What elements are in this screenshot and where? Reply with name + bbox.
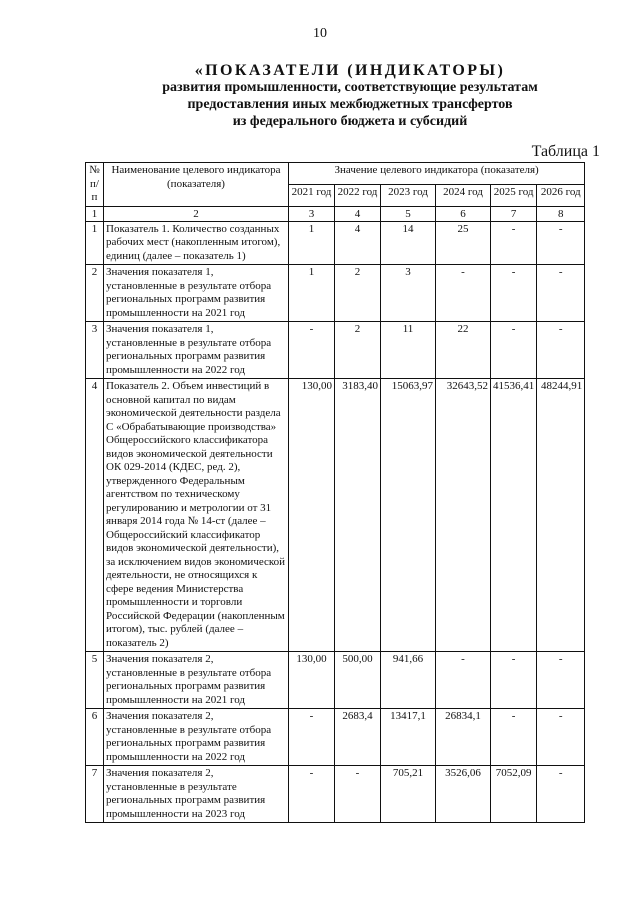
row-value: 1 xyxy=(289,221,335,265)
row-value: 22 xyxy=(436,322,491,379)
header-row xyxy=(86,163,585,185)
row-value: - xyxy=(335,766,381,823)
header-name: Наименование целевого индикатора (показателя) xyxy=(104,163,289,207)
column-number: 1 xyxy=(86,206,104,221)
row-value: - xyxy=(289,709,335,766)
row-value: 13417,1 xyxy=(381,709,436,766)
row-num: 2 xyxy=(86,265,104,322)
row-value: 15063,97 xyxy=(381,379,436,652)
table-caption: Таблица 1 xyxy=(531,143,600,160)
row-value: - xyxy=(436,265,491,322)
row-value: 130,00 xyxy=(289,379,335,652)
row-value: 2 xyxy=(335,265,381,322)
title-line-3: предоставления иных межбюджетных трансфертов xyxy=(187,97,513,112)
title-main: «ПОКАЗАТЕЛИ (ИНДИКАТОРЫ) xyxy=(194,62,506,79)
title-line-2: развития промышленности, соответствующие результатам xyxy=(162,80,538,95)
row-value: 32643,52 xyxy=(436,379,491,652)
header-year: 2021 год xyxy=(289,184,335,206)
row-value: - xyxy=(289,766,335,823)
row-num: 7 xyxy=(86,766,104,823)
row-value: - xyxy=(491,709,537,766)
row-num: 6 xyxy=(86,709,104,766)
row-num: 4 xyxy=(86,379,104,652)
row-value: 11 xyxy=(381,322,436,379)
row-value: 1 xyxy=(289,265,335,322)
row-value: 7052,09 xyxy=(491,766,537,823)
row-num: 1 xyxy=(86,221,104,265)
row-value: 48244,91 xyxy=(537,379,585,652)
row-value: - xyxy=(491,652,537,709)
row-value: 3 xyxy=(381,265,436,322)
table-row xyxy=(86,709,585,766)
table-row xyxy=(86,322,585,379)
page-number: 10 xyxy=(313,26,327,41)
row-name: Показатель 2. Объем инвестиций в основной капитал по видам экономической деятельности раздела С «Обрабатывающие производства» Общероссийского классификатора видов экономической деятельности ОК 029-2014 (КДЕС, ред. 2), утвержденного Федеральным агентством по техническому регулированию и метрологии от 31 января 2014 года № 14-ст (далее – Общероссийский классификатор видов экономической деятельности), за исключением видов экономической деятельности, не относящихся к сфере ведения Министерства промышленности и торговли Российской Федерации (накопленным итогом), тыс. рублей (далее – показатель 2) xyxy=(104,379,289,652)
row-value: - xyxy=(537,709,585,766)
row-name: Значения показателя 2, установленные в результате региональных программ развития промышленности на 2023 год xyxy=(104,766,289,823)
row-value: - xyxy=(491,265,537,322)
table-row xyxy=(86,766,585,823)
row-num: 5 xyxy=(86,652,104,709)
row-value: 130,00 xyxy=(289,652,335,709)
column-number: 7 xyxy=(491,206,537,221)
row-value: 3183,40 xyxy=(335,379,381,652)
row-value: - xyxy=(537,322,585,379)
header-num: № п/п xyxy=(86,163,104,207)
column-numbers-row xyxy=(86,206,585,221)
row-value: 3526,06 xyxy=(436,766,491,823)
indicators-table xyxy=(85,162,585,823)
row-value: 705,21 xyxy=(381,766,436,823)
document-title xyxy=(60,62,640,130)
header-year: 2025 год xyxy=(491,184,537,206)
header-values-group: Значение целевого индикатора (показателя) xyxy=(289,163,585,185)
header-year: 2026 год xyxy=(537,184,585,206)
row-value: - xyxy=(537,221,585,265)
header-year: 2023 год xyxy=(381,184,436,206)
row-value: 2683,4 xyxy=(335,709,381,766)
row-value: - xyxy=(289,322,335,379)
row-name: Значения показателя 1, установленные в результате отбора региональных программ развития промышленности на 2021 год xyxy=(104,265,289,322)
row-value: 4 xyxy=(335,221,381,265)
column-number: 3 xyxy=(289,206,335,221)
row-name: Показатель 1. Количество созданных рабочих мест (накопленным итогом), единиц (далее – показатель 1) xyxy=(104,221,289,265)
header-year: 2022 год xyxy=(335,184,381,206)
row-name: Значения показателя 2, установленные в результате отбора региональных программ развития промышленности на 2021 год xyxy=(104,652,289,709)
table-row xyxy=(86,265,585,322)
row-value: - xyxy=(537,265,585,322)
row-value: 2 xyxy=(335,322,381,379)
column-number: 4 xyxy=(335,206,381,221)
table-row xyxy=(86,379,585,652)
row-value: 41536,41 xyxy=(491,379,537,652)
row-value: - xyxy=(436,652,491,709)
table-row xyxy=(86,221,585,265)
row-value: - xyxy=(491,322,537,379)
row-value: 941,66 xyxy=(381,652,436,709)
column-number: 5 xyxy=(381,206,436,221)
row-name: Значения показателя 2, установленные в результате отбора региональных программ развития промышленности на 2022 год xyxy=(104,709,289,766)
row-value: 14 xyxy=(381,221,436,265)
header-year: 2024 год xyxy=(436,184,491,206)
table-row xyxy=(86,652,585,709)
row-num: 3 xyxy=(86,322,104,379)
row-value: 500,00 xyxy=(335,652,381,709)
column-number: 8 xyxy=(537,206,585,221)
row-value: 25 xyxy=(436,221,491,265)
row-value: - xyxy=(537,766,585,823)
column-number: 2 xyxy=(104,206,289,221)
row-name: Значения показателя 1, установленные в результате отбора региональных программ развития промышленности на 2022 год xyxy=(104,322,289,379)
row-value: - xyxy=(537,652,585,709)
title-line-4: из федерального бюджета и субсидий xyxy=(232,114,468,129)
column-number: 6 xyxy=(436,206,491,221)
row-value: - xyxy=(491,221,537,265)
row-value: 26834,1 xyxy=(436,709,491,766)
